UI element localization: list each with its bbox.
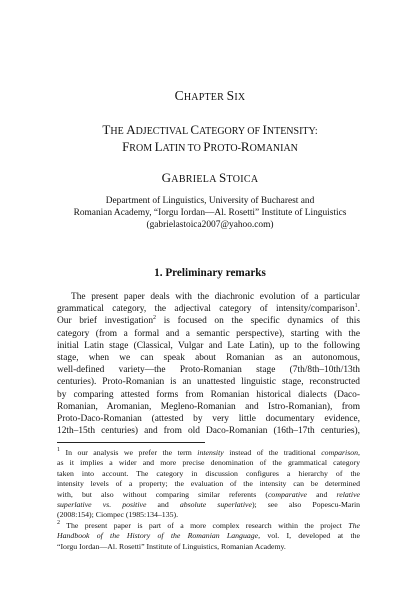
author-email: (gabrielastoica2007@yahoo.com) [146, 220, 274, 230]
body-line: stage, when we can speak about Romanian as an autonomous, [57, 352, 360, 363]
footnote-italic: superlative vs. positive [57, 499, 147, 509]
footnote-italic: absolute superlative [179, 499, 252, 509]
body-line: The present paper deals with the diachronic evolution of a particular [71, 292, 360, 302]
chapter-title-line-2 [0, 139, 420, 155]
body-paragraph [57, 291, 360, 437]
footnote-italic: relative [336, 489, 361, 499]
footnotes [57, 448, 360, 552]
footnote-2-line: “Iorgu Iordan—Al. Rosetti” Institute of Linguistics, Romanian Academy. [57, 541, 286, 551]
title-word-initial: R [240, 139, 250, 154]
title-word-rest: HE [110, 126, 127, 137]
title-word-rest: ATEGORY OF [198, 126, 263, 137]
footnote-text: with, but also without comparing similar referents ( [57, 489, 268, 499]
footnote-ref-2[interactable]: 2 [153, 315, 157, 322]
footnote-text: The present paper is part of a more complex research within the project [60, 520, 349, 530]
footnote-1-line: (2008:154); Ciompec (1985:134–135). [57, 510, 179, 520]
footnote-text: , vol. I, developed at the [258, 531, 360, 541]
footnote-2-mark: 2 [57, 519, 60, 526]
footnote-text: In our analysis we prefer the term [65, 448, 198, 457]
footnote-text: , [358, 448, 360, 457]
body-line: initial Latin stage (Classical, Vulgar and Late Latin), up to the following [57, 340, 360, 351]
footnote-2-line [57, 531, 360, 541]
body-line: grammatical category, the adjectival category of intensity/comparison$^1$. [57, 303, 360, 315]
footnote-ref-1[interactable]: 1 [354, 303, 358, 310]
author-last-initial: S [218, 170, 227, 185]
footnote-1-line: intensity levels of a property; the evaluation of the intensity can be determined [57, 479, 360, 489]
body-line: well-defined variety—the Proto-Romanian stage (7th/8th–10th/13th [57, 365, 360, 376]
author-last-rest: TOICA [226, 174, 259, 185]
chapter-number-letter: S [226, 88, 235, 103]
footnote-1-line: taken into account. The category in discussion configures a hierarchy of the [57, 468, 360, 478]
section-heading: 1. Preliminary remarks [154, 267, 266, 279]
body-line: Romanian, Aromanian, Megleno-Romanian and Istro-Romanian), from [57, 401, 360, 412]
affiliation-line-1: Department of Linguistics, University of Bucharest and [105, 196, 315, 206]
body-line: 12th–15th centuries) and from old Daco-Romanian (16th–17th centuries), [57, 426, 360, 437]
chapter-letter: C [174, 88, 184, 103]
author-first-initial: G [161, 170, 172, 185]
title-word-initial: I [262, 122, 267, 137]
body-line-text: Our brief investigation [57, 316, 154, 327]
title-word-rest: ROM [129, 143, 155, 154]
title-word-initial: T [102, 122, 111, 137]
title-word-initial: L [154, 139, 163, 154]
title-word-initial: F [122, 139, 130, 154]
footnote-1-line [57, 490, 360, 500]
footnote-1-line: as it implies a wider and more precise denomination of the grammatical category [57, 458, 360, 468]
title-word-initial: P [203, 139, 211, 154]
footnote-italic: Handbook of the History of the Romanian Language [57, 531, 259, 541]
footnote-separator [57, 442, 205, 443]
footnote-text: instead of the traditional [223, 448, 322, 457]
author-first-rest: ABRIELA [171, 174, 219, 185]
title-word-initial: C [190, 122, 199, 137]
body-line: Proto-Daco-Romanian (attested by very little documentary evidence, [57, 413, 360, 424]
footnote-2-line [57, 521, 360, 531]
chapter-heading [0, 88, 420, 104]
body-line: centuries). Proto-Romanian is an unattested linguistic stage, reconstructed [57, 377, 360, 388]
footnote-italic: intensity [197, 448, 224, 457]
title-word-rest: ROTO- [210, 143, 241, 154]
chapter-number-rest: IX [234, 92, 246, 103]
title-word-rest: ATIN TO [162, 143, 204, 154]
footnote-1-line [57, 500, 360, 510]
body-line [57, 315, 360, 327]
author-name [0, 170, 420, 186]
title-word-rest: NTENSITY: [266, 126, 318, 137]
footnote-text: and [146, 499, 180, 509]
body-line: by comparing attested forms from Romanian historical dialects (Daco- [57, 389, 360, 400]
footnote-italic: comparative [267, 489, 307, 499]
footnote-italic: The [348, 520, 360, 530]
title-word-rest: OMANIAN [249, 143, 298, 154]
title-word-rest: DJECTIVAL [135, 126, 191, 137]
body-line-text: grammatical category, the adjectival category of intensity/comparison [57, 304, 355, 315]
footnote-text: and [306, 489, 337, 499]
body-line: category (from a formal and a semantic perspective), starting with the [57, 328, 360, 339]
chapter-rest: HAPTER [183, 92, 227, 103]
footnote-1-mark: 1 [57, 447, 60, 453]
footnote-1-line [57, 448, 360, 458]
chapter-title-line-1 [0, 122, 420, 138]
footnote-italic: comparison [321, 448, 359, 457]
affiliation-line-2: Romanian Academy, “Iorgu Iordan—Al. Rosetti” Institute of Linguistics [73, 208, 347, 218]
footnote-text: ); see also Popescu-Marin [251, 499, 361, 509]
body-line-text: is focused on the specific dynamics of this [156, 316, 360, 327]
title-word-initial: A [126, 122, 136, 137]
